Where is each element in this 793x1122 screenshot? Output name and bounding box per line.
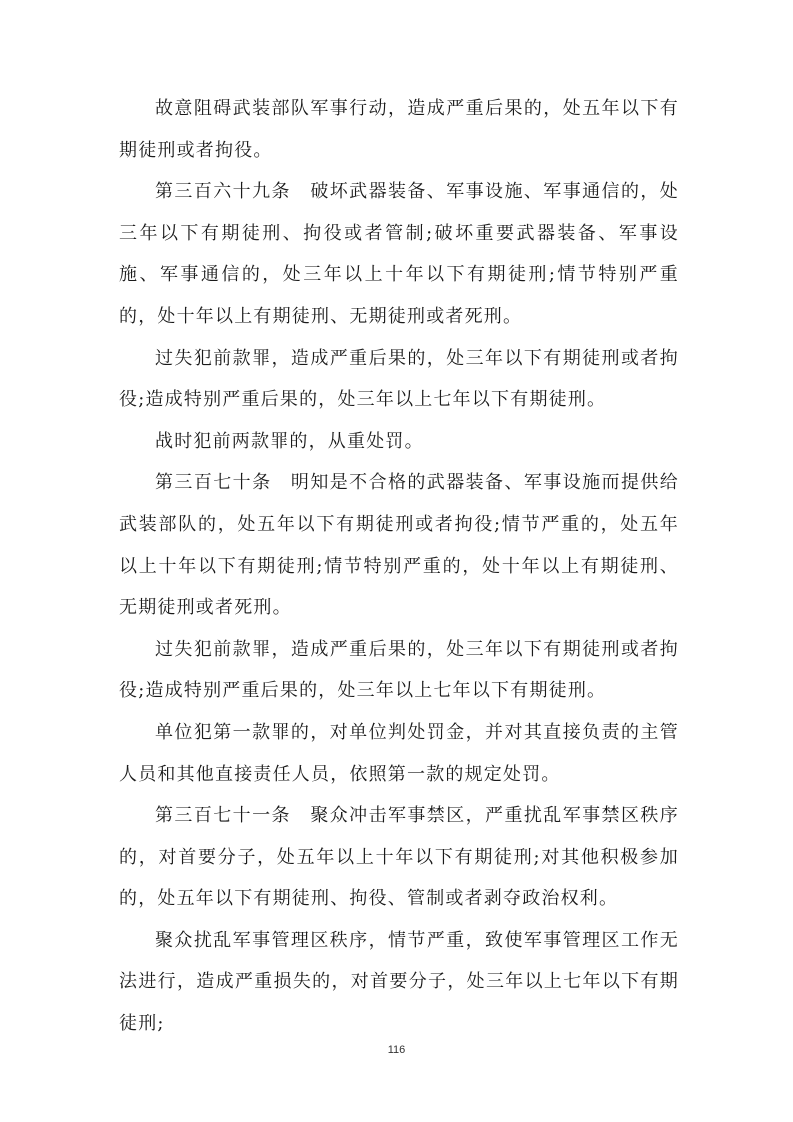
paragraph: 单位犯第一款罪的，对单位判处罚金，并对其直接负责的主管人员和其他直接责任人员，依照第一款的规定处罚。 [119,721,679,785]
article-369-paragraph: 第三百六十九条 破坏武器装备、军事设施、军事通信的，处三年以下有期徒刑、拘役或者管制;破坏重要武器装备、军事设施、军事通信的，处三年以上十年以下有期徒刑;情节特别严重的，处十年以上有期徒刑、无期徒刑或者死刑。 [119,181,679,327]
paragraph: 战时犯前两款罪的，从重处罚。 [155,430,424,452]
article-371-paragraph: 第三百七十一条 聚众冲击军事禁区，严重扰乱军事禁区秩序的，对首要分子，处五年以上十年以下有期徒刑;对其他积极参加的，处五年以下有期徒刑、拘役、管制或者剥夺政治权利。 [119,805,679,910]
paragraph: 聚众扰乱军事管理区秩序，情节严重，致使军事管理区工作无法进行，造成严重损失的，对首要分子，处三年以上七年以下有期徒刑; [119,929,679,1035]
paragraph: 故意阻碍武装部队军事行动，造成严重后果的，处五年以下有期徒刑或者拘役。 [119,98,679,161]
article-370-paragraph: 第三百七十条 明知是不合格的武器装备、军事设施而提供给武装部队的，处五年以下有期徒刑或者拘役;情节严重的，处五年以上十年以下有期徒刑;情节特别严重的，处十年以上有期徒刑、无期徒刑或者死刑。 [119,472,679,619]
page-number: 116 [387,1044,406,1056]
document-body [119,88,679,1045]
paragraph: 过失犯前款罪，造成严重后果的，处三年以下有期徒刑或者拘役;造成特别严重后果的，处三年以上七年以下有期徒刑。 [119,638,679,702]
paragraph: 过失犯前款罪，造成严重后果的，处三年以下有期徒刑或者拘役;造成特别严重后果的，处三年以上七年以下有期徒刑。 [119,347,679,411]
